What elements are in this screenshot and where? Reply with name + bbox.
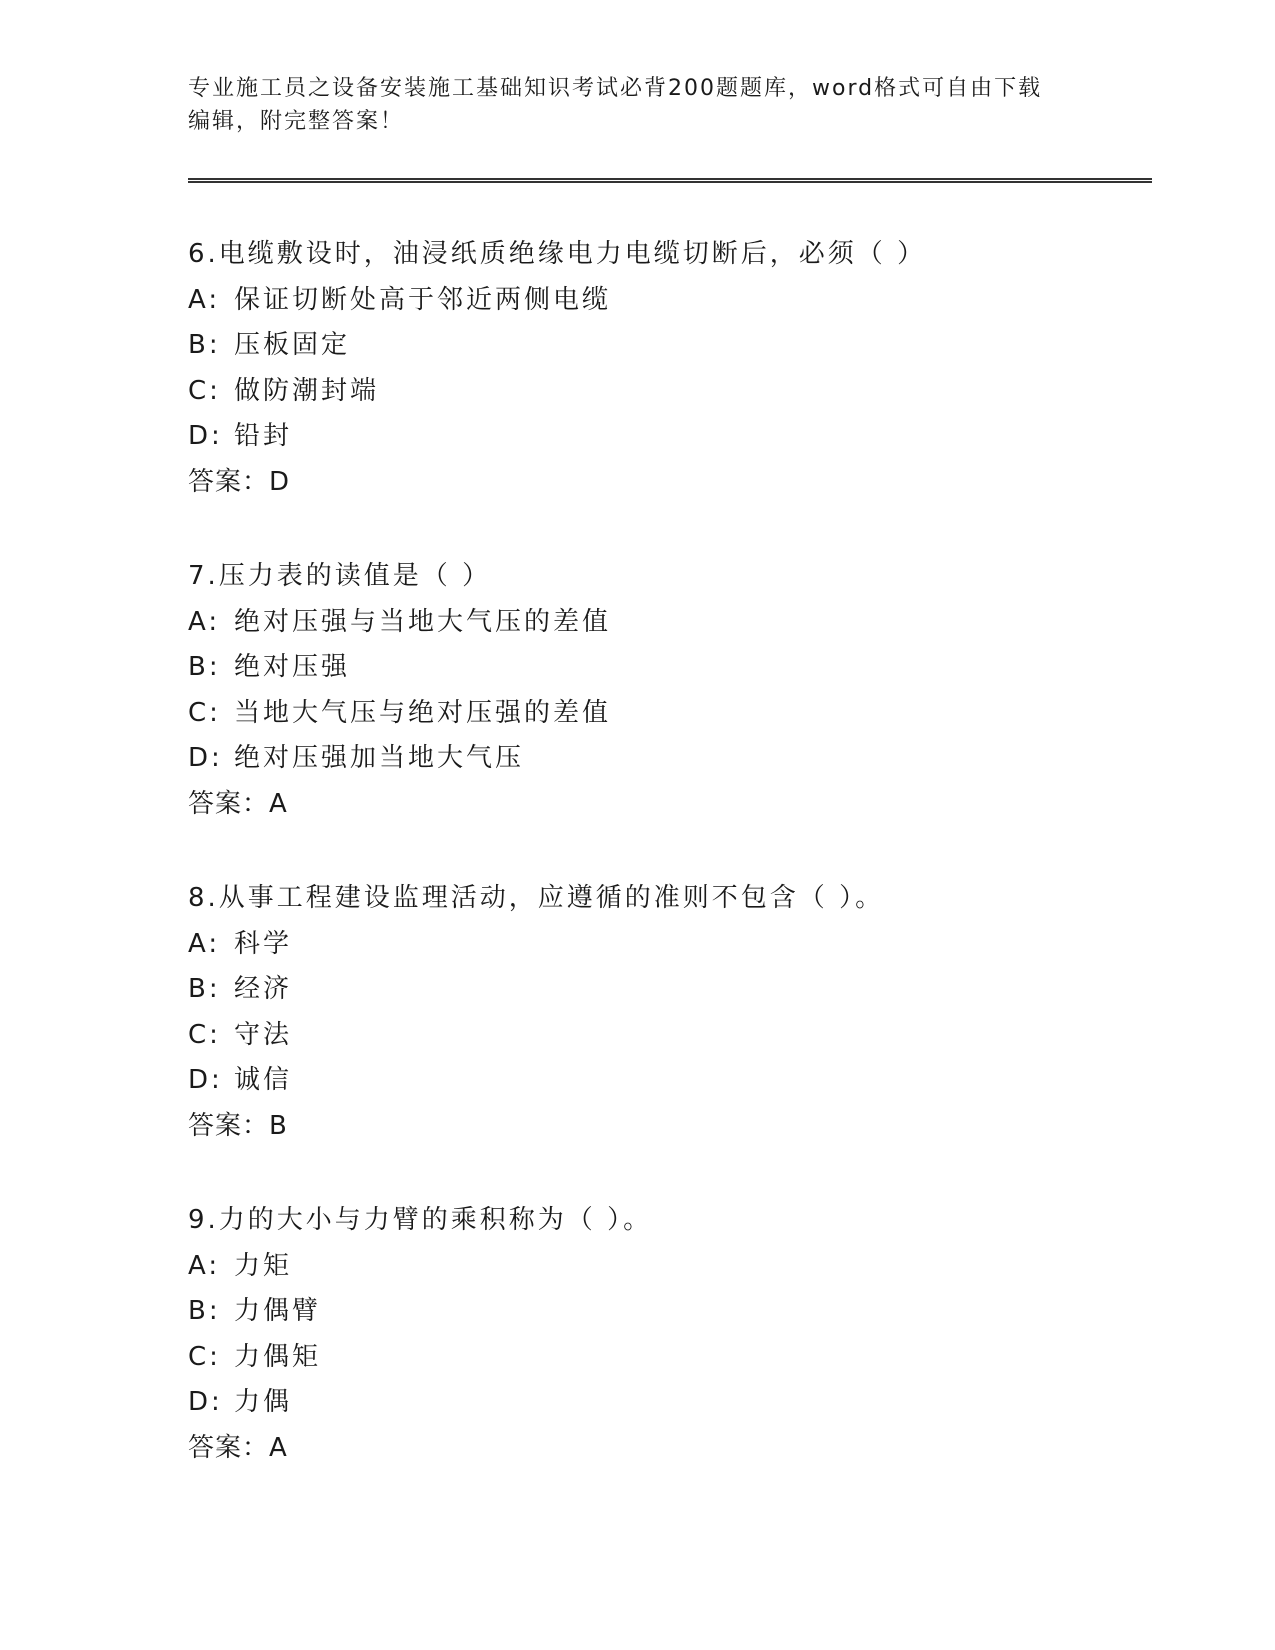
option-text: 当地大气压与绝对压强的差值: [234, 697, 612, 728]
answer-line: 答案：D: [188, 466, 291, 497]
option-text: 做防潮封端: [234, 375, 380, 406]
option-text: 科学: [234, 928, 293, 959]
option-text: 压板固定: [234, 330, 351, 360]
option-text: 诚信: [234, 1065, 293, 1095]
option-a: [188, 278, 1148, 324]
option-d: [188, 414, 1148, 460]
question-stem: 6.电缆敷设时，油浸纸质绝缘电力电缆切断后，必须（ ）: [188, 239, 927, 269]
option-text: 力矩: [234, 1250, 293, 1281]
option-b: [188, 1289, 1148, 1335]
option-label: B:: [188, 974, 221, 1004]
option-a: [188, 1244, 1148, 1290]
question-9: [188, 1198, 1148, 1471]
option-text: 守法: [234, 1019, 293, 1050]
question-7: [188, 554, 1148, 827]
option-text: 力偶臂: [234, 1296, 322, 1326]
option-d: [188, 1058, 1148, 1104]
answer-line: 答案：A: [188, 788, 288, 819]
option-a: [188, 600, 1148, 646]
option-c: [188, 369, 1148, 415]
option-label: C:: [188, 697, 221, 728]
answer-line: 答案：A: [188, 1432, 288, 1463]
option-text: 绝对压强: [234, 652, 351, 682]
option-c: [188, 1013, 1148, 1059]
option-text: 力偶: [234, 1387, 293, 1417]
question-stem: 7.压力表的读值是（ ）: [188, 561, 492, 591]
question-list: [188, 232, 1148, 1520]
option-label: D:: [188, 1387, 223, 1417]
option-label: A:: [188, 1250, 221, 1281]
option-label: D:: [188, 421, 223, 451]
option-b: [188, 323, 1148, 369]
option-b: [188, 967, 1148, 1013]
option-label: A:: [188, 928, 221, 959]
header-line-1: 专业施工员之设备安装施工基础知识考试必背200题题库，word格式可自由下载: [188, 76, 1043, 101]
option-label: B:: [188, 1296, 221, 1326]
option-text: 力偶矩: [234, 1341, 322, 1372]
answer-line: 答案：B: [188, 1110, 288, 1141]
option-label: D:: [188, 743, 223, 773]
option-label: B:: [188, 652, 221, 682]
option-text: 绝对压强加当地大气压: [234, 743, 525, 773]
option-d: [188, 736, 1148, 782]
option-label: A:: [188, 284, 221, 315]
question-stem: 9.力的大小与力臂的乘积称为（ ）。: [188, 1205, 653, 1235]
option-label: C:: [188, 1019, 221, 1050]
option-c: [188, 691, 1148, 737]
option-label: A:: [188, 606, 221, 637]
option-label: B:: [188, 330, 221, 360]
option-c: [188, 1335, 1148, 1381]
option-text: 保证切断处高于邻近两侧电缆: [234, 284, 612, 315]
question-stem: 8.从事工程建设监理活动，应遵循的准则不包含（ ）。: [188, 883, 885, 913]
option-text: 经济: [234, 974, 293, 1004]
option-text: 绝对压强与当地大气压的差值: [234, 606, 612, 637]
header-divider: [188, 178, 1152, 183]
option-b: [188, 645, 1148, 691]
header-line-2: 编辑，附完整答案！: [188, 109, 405, 134]
option-label: C:: [188, 375, 221, 406]
option-d: [188, 1380, 1148, 1426]
question-6: [188, 232, 1148, 505]
document-header: [188, 72, 1088, 138]
option-label: D:: [188, 1065, 223, 1095]
question-8: [188, 876, 1148, 1149]
option-label: C:: [188, 1341, 221, 1372]
option-a: [188, 922, 1148, 968]
option-text: 铅封: [234, 421, 293, 451]
